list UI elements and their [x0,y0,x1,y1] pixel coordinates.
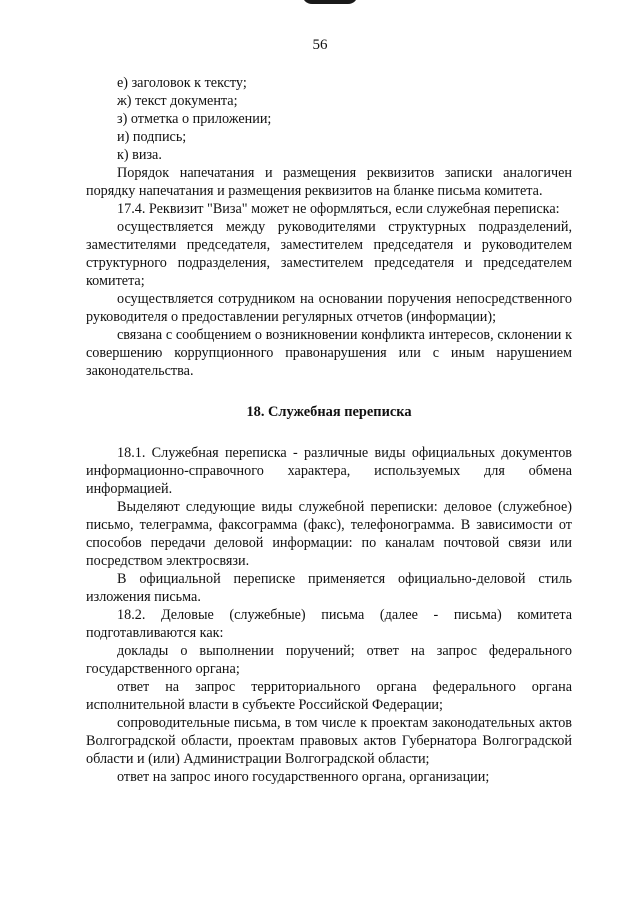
paragraph: ответ на запрос иного государственного органа, организации; [117,769,490,785]
section-heading: 18. Служебная переписка [246,404,412,420]
paragraph: Порядок напечатания и размещения реквизитов записки аналогичен порядку напечатания и размещения реквизитов на бланке письма комитета. [86,165,572,199]
paragraph: доклады о выполнении поручений; ответ на запрос федерального государственного органа; [86,643,572,677]
paragraph: 17.4. Реквизит "Виза" может не оформляться, если служебная переписка: [117,201,560,217]
paragraph: 18.2. Деловые (служебные) письма (далее - письма) комитета подготавливаются как: [86,607,572,641]
page-number: 56 [312,37,328,53]
list-item: з) отметка о приложении; [117,111,272,127]
list-item: и) подпись; [117,129,187,145]
paragraph: осуществляется между руководителями структурных подразделений, заместителями председателя, заместителем председателя и руководителем структурного подразделения, заместителем председателя и председателем комитета; [86,219,572,289]
paragraph: осуществляется сотрудником на основании поручения непосредственного руководителя о предоставлении регулярных отчетов (информации); [86,291,572,325]
paragraph: связана с сообщением о возникновении конфликта интересов, склонении к совершению коррупционного правонарушения или с иным нарушением законодательства. [86,327,572,379]
paragraph: ответ на запрос территориального органа федерального органа исполнительной власти в субъекте Российской Федерации; [86,679,572,713]
list-item: е) заголовок к тексту; [117,75,247,91]
scan-edge-mark [302,0,358,4]
paragraph: сопроводительные письма, в том числе к проектам законодательных актов Волгоградской области, проектам правовых актов Губернатора Волгоградской области и (или) Администрации Волгоградской области; [86,715,572,767]
list-item: ж) текст документа; [117,93,238,109]
document-body [86,74,572,786]
paragraph: Выделяют следующие виды служебной переписки: деловое (служебное) письмо, телеграмма, факсограмма (факс), телефонограмма. В зависимости от способов передачи деловой информации: по каналам почтовой связи или посредством электросвязи. [86,499,572,569]
paragraph: В официальной переписке применяется официально-деловой стиль изложения письма. [86,571,572,605]
paragraph: 18.1. Служебная переписка - различные виды официальных документов информационно-справочного характера, используемых для обмена информацией. [86,445,572,497]
list-item: к) виза. [117,147,162,163]
